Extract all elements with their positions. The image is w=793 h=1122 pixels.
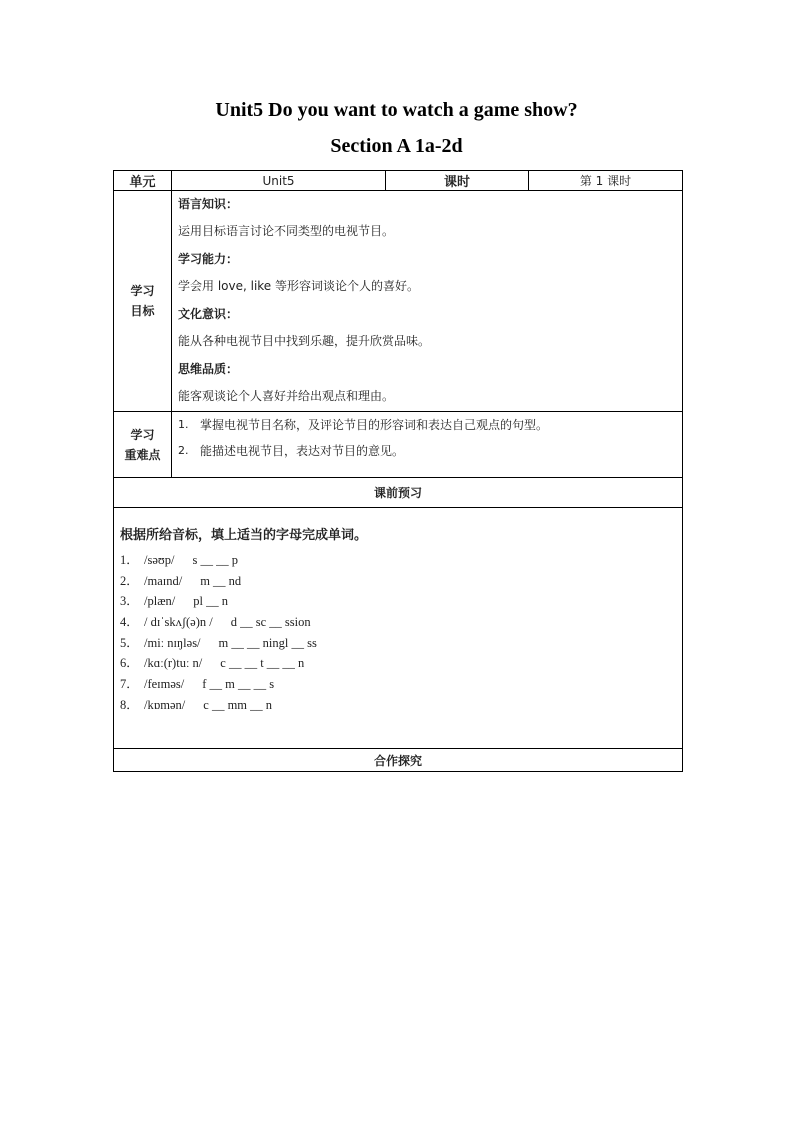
objective-text: 运用目标语言讨论不同类型的电视节目。 xyxy=(178,224,395,238)
phonetic-text: /səʊp/ xyxy=(144,553,175,567)
period-value: 第 1 课时 xyxy=(529,171,683,191)
unit-value: Unit5 xyxy=(172,171,386,191)
item-number: 5． xyxy=(120,635,139,650)
phonetic-text: / dɪˈskʌʃ(ə)n / xyxy=(144,615,213,630)
difficulties-content xyxy=(172,412,683,478)
difficulties-label-line1: 学习 xyxy=(130,427,155,442)
list-item xyxy=(120,550,674,571)
list-number: 2. xyxy=(178,444,189,457)
preview-content xyxy=(114,508,683,749)
word-blank: s __ __ p xyxy=(192,553,238,567)
objective-text: 能客观谈论个人喜好并给出观点和理由。 xyxy=(178,389,395,403)
item-number: 6． xyxy=(120,656,139,671)
objectives-row xyxy=(114,191,683,412)
list-item xyxy=(120,612,674,633)
list-item xyxy=(120,571,674,592)
list-item xyxy=(178,412,676,438)
cooperation-heading: 合作探究 xyxy=(114,749,683,772)
objective-heading: 思维品质： xyxy=(178,362,239,376)
document-subtitle: Section A 1a-2d xyxy=(330,135,463,157)
word-blank: d __ sc __ ssion xyxy=(230,615,311,630)
difficulties-label xyxy=(114,412,172,478)
unit-label: 单元 xyxy=(114,171,172,191)
objectives-label-line1: 学习 xyxy=(130,284,155,298)
list-item xyxy=(120,653,674,674)
item-number: 2． xyxy=(120,573,139,588)
objective-heading: 学习能力： xyxy=(178,252,239,266)
phonetic-text: /feɪməs/ xyxy=(144,677,185,692)
item-number: 3． xyxy=(120,594,139,609)
list-number: 1. xyxy=(178,418,189,431)
objective-heading: 文化意识： xyxy=(178,307,239,321)
list-item xyxy=(120,695,674,716)
word-blank: c __ __ t __ __ n xyxy=(220,656,305,671)
preview-heading-row xyxy=(114,478,683,508)
word-blank: f __ m __ __ s xyxy=(202,677,275,692)
header-row xyxy=(114,171,683,191)
phonetic-text: /kɑː(r)tuː n/ xyxy=(144,656,203,671)
list-item xyxy=(120,674,674,695)
lesson-plan-table xyxy=(113,170,683,772)
difficulties-row xyxy=(114,412,683,478)
item-number: 8． xyxy=(120,697,139,712)
word-blank: c __ mm __ n xyxy=(203,697,273,712)
list-item xyxy=(178,438,676,464)
item-number: 7． xyxy=(120,677,139,692)
document-title: Unit5 Do you want to watch a game show? xyxy=(215,99,578,121)
difficulty-text: 能描述电视节目，表达对节目的意见。 xyxy=(200,444,405,458)
list-item xyxy=(120,633,674,654)
objective-heading: 语言知识： xyxy=(178,197,239,211)
phonetic-text: /kɒmən/ xyxy=(144,697,186,712)
phonetic-text: /miː nɪŋləs/ xyxy=(144,635,201,650)
list-item xyxy=(120,591,674,612)
preview-instruction: 根据所给音标，填上适当的字母完成单词。 xyxy=(120,528,368,543)
objective-text: 学会用 love, like 等形容词谈论个人的喜好。 xyxy=(178,279,419,293)
period-label: 课时 xyxy=(386,171,529,191)
word-blank: m __ __ ningl __ ss xyxy=(218,635,317,650)
word-blank: pl __ n xyxy=(193,594,228,609)
objectives-label xyxy=(114,191,172,412)
difficulty-text: 掌握电视节目名称，及评论节目的形容词和表达自己观点的句型。 xyxy=(200,418,549,432)
phonetic-text: /maɪnd/ xyxy=(144,573,183,588)
preview-row xyxy=(114,508,683,749)
item-number: 1． xyxy=(120,553,139,567)
objective-text: 能从各种电视节目中找到乐趣，提升欣赏品味。 xyxy=(178,334,431,348)
cooperation-heading-row xyxy=(114,749,683,772)
preview-heading: 课前预习 xyxy=(114,478,683,508)
item-number: 4． xyxy=(120,615,139,630)
objectives-label-line2: 目标 xyxy=(130,304,155,318)
objectives-content xyxy=(172,191,683,412)
phonetic-text: /plæn/ xyxy=(144,594,176,609)
word-blank: m __ nd xyxy=(200,573,242,588)
difficulties-label-line2: 重难点 xyxy=(124,447,161,462)
